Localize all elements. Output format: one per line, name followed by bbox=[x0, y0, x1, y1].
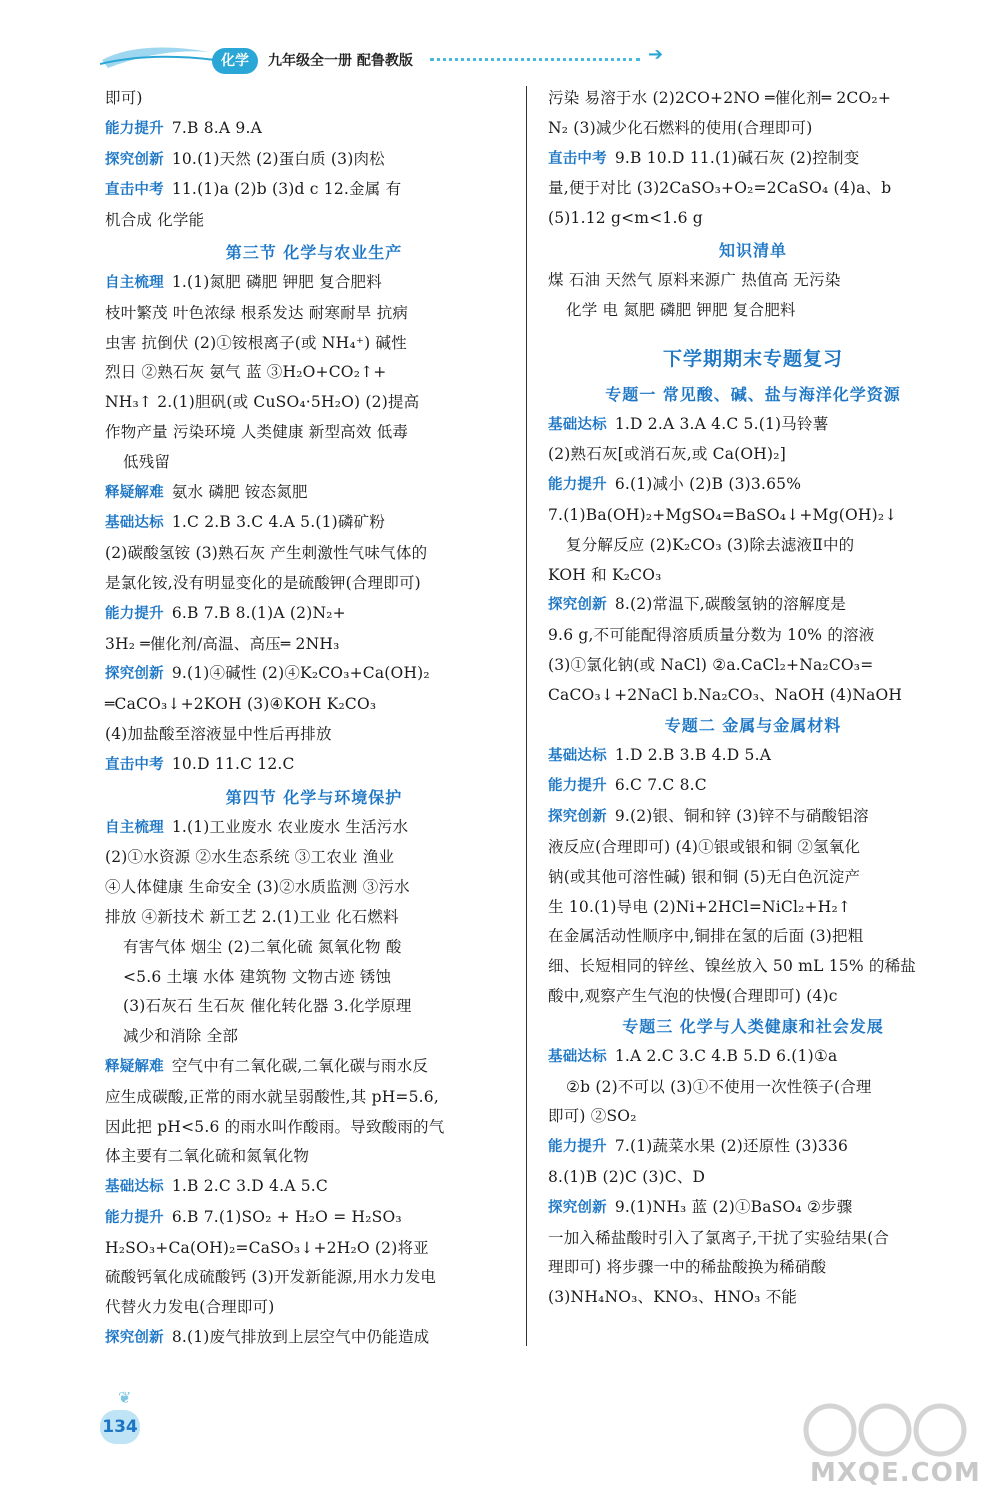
answer-text: 作物产量 污染环境 人类健康 新型高效 低毒 bbox=[105, 422, 409, 441]
answer-text: 8.(1)B (2)C (3)C、D bbox=[548, 1167, 706, 1186]
section-label: 释疑解难 bbox=[105, 1058, 164, 1075]
answer-text: 一加入稀盐酸时引入了氯离子,干扰了实验结果(合 bbox=[548, 1228, 890, 1247]
topic2-answers bbox=[548, 741, 958, 1012]
answer-text: 10.D 11.C 12.C bbox=[171, 754, 295, 773]
section-label: 基础达标 bbox=[548, 1048, 607, 1065]
answer-line bbox=[105, 630, 523, 660]
answer-text: 化学 电 氮肥 磷肥 钾肥 复合肥料 bbox=[566, 300, 796, 319]
answer-line bbox=[105, 508, 523, 539]
answer-text: 低残留 bbox=[123, 452, 171, 471]
leaf-icon: ❦ bbox=[118, 1388, 132, 1407]
answer-text: 烈日 ②熟石灰 氨气 蓝 ③H₂O+CO₂↑+ bbox=[105, 363, 387, 382]
section-agriculture-answers bbox=[105, 268, 523, 781]
answer-line bbox=[105, 963, 523, 993]
answer-line bbox=[548, 1283, 958, 1313]
section-label: 能力提升 bbox=[548, 1139, 607, 1156]
right-column bbox=[548, 84, 958, 1313]
answer-text: 理即可) 将步骤一中的稀盐酸换为稀硝酸 bbox=[548, 1258, 827, 1277]
answer-text: 10.(1)天然 (2)蛋白质 (3)肉松 bbox=[171, 149, 385, 168]
answer-text: (3)石灰石 生石灰 催化转化器 3.化学原理 bbox=[123, 997, 412, 1016]
answer-line bbox=[548, 952, 958, 982]
book-title: 九年级全一册 配鲁教版 bbox=[268, 53, 413, 69]
answer-line bbox=[105, 1323, 523, 1354]
answer-line bbox=[105, 1203, 523, 1234]
answer-line bbox=[105, 448, 523, 478]
section-label: 释疑解难 bbox=[105, 484, 164, 501]
left-top-block bbox=[105, 84, 523, 236]
answer-text: 机合成 化学能 bbox=[105, 211, 205, 230]
section-label: 探究创新 bbox=[105, 151, 164, 168]
answer-text: 3H₂ ═催化剂/高温、高压═ 2NH₃ bbox=[105, 634, 340, 653]
answer-line bbox=[105, 750, 523, 781]
answer-line bbox=[548, 174, 958, 204]
subject-badge: 化学 bbox=[212, 48, 258, 74]
answer-text: 6.C 7.C 8.C bbox=[614, 776, 707, 795]
answer-line bbox=[548, 204, 958, 234]
answer-text: 1.D 2.A 3.A 4.C 5.(1)马铃薯 bbox=[614, 414, 829, 433]
answer-line bbox=[105, 268, 523, 299]
answer-text: CaCO₃↓+2NaCl b.Na₂CO₃、NaOH (4)NaOH bbox=[548, 685, 903, 704]
answer-text: 减少和消除 全部 bbox=[123, 1027, 239, 1046]
answer-text: 6.B 7.B 8.(1)A (2)N₂+ bbox=[171, 603, 346, 622]
answer-text: 体主要有二氧化硫和氮氧化物 bbox=[105, 1147, 310, 1166]
answer-line bbox=[548, 501, 958, 531]
answer-line bbox=[105, 1113, 523, 1143]
section-label: 基础达标 bbox=[105, 515, 164, 532]
answer-line bbox=[548, 771, 958, 802]
answer-text: 煤 石油 天然气 原料来源广 热值高 无污染 bbox=[548, 270, 841, 289]
answer-text: 9.6 g,不可能配得溶质质量分数为 10% 的溶液 bbox=[548, 626, 875, 645]
answer-text: 即可) ②SO₂ bbox=[548, 1107, 637, 1126]
topic3-title: 专题三 化学与人类健康和社会发展 bbox=[622, 1016, 884, 1036]
answer-line bbox=[105, 358, 523, 388]
answer-line bbox=[548, 741, 958, 772]
arrow-right-icon: ➔ bbox=[648, 44, 664, 65]
section-label: 探究创新 bbox=[548, 809, 607, 826]
answer-line bbox=[105, 933, 523, 963]
answer-text: 量,便于对比 (3)2CaSO₃+O₂=2CaSO₄ (4)a、b bbox=[548, 179, 892, 198]
section-label: 直击中考 bbox=[105, 756, 164, 773]
section-label: 直击中考 bbox=[105, 182, 164, 199]
answer-line bbox=[548, 1253, 958, 1283]
answer-text: 是氯化铵,没有明显变化的是硫酸钾(合理即可) bbox=[105, 573, 421, 592]
knowledge-list bbox=[548, 266, 958, 326]
answer-line bbox=[105, 539, 523, 569]
answer-text: 8.(2)常温下,碳酸氢钠的溶解度是 bbox=[614, 595, 847, 614]
left-column bbox=[105, 84, 523, 1354]
section-label: 能力提升 bbox=[548, 477, 607, 494]
section-label: 直击中考 bbox=[548, 150, 607, 167]
answer-line bbox=[105, 1263, 523, 1293]
answer-line bbox=[548, 982, 958, 1012]
answer-text: 9.(2)银、铜和锌 (3)锌不与硝酸铝溶 bbox=[614, 807, 869, 826]
answer-text: 液反应(合理即可) (4)①银或银和铜 ②氢氧化 bbox=[548, 837, 861, 856]
answer-text: ④人体健康 生命安全 (3)②水质监测 ③污水 bbox=[105, 878, 410, 897]
answer-line bbox=[548, 561, 958, 591]
answer-line bbox=[105, 599, 523, 630]
answer-line bbox=[548, 863, 958, 893]
section-label: 基础达标 bbox=[548, 747, 607, 764]
answer-text: 9.(1)④碱性 (2)④K₂CO₃+Ca(OH)₂ bbox=[171, 664, 430, 683]
section-label: 探究创新 bbox=[548, 597, 607, 614]
answer-text: (2)熟石灰[或消石灰,或 Ca(OH)₂] bbox=[548, 445, 786, 464]
page-header bbox=[100, 38, 980, 78]
answer-text: 因此把 pH<5.6 的雨水叫作酸雨。导致酸雨的气 bbox=[105, 1117, 445, 1136]
answer-line bbox=[105, 569, 523, 599]
answer-text: 9.B 10.D 11.(1)碱石灰 (2)控制变 bbox=[614, 148, 860, 167]
answer-text: 1.B 2.C 3.D 4.A 5.C bbox=[171, 1177, 328, 1196]
answer-text: 代替火力发电(合理即可) bbox=[105, 1298, 275, 1317]
answer-text: 钠(或其他可溶性碱) 银和铜 (5)无白色沉淀产 bbox=[548, 867, 861, 886]
answer-line bbox=[548, 802, 958, 833]
column-divider bbox=[526, 86, 527, 1346]
final-review-title: 下学期期末专题复习 bbox=[662, 347, 843, 370]
answer-line bbox=[548, 1163, 958, 1193]
answer-text: (3)①氯化钠(或 NaCl) ②a.CaCl₂+Na₂CO₃= bbox=[548, 655, 874, 674]
header-dotted-line bbox=[430, 58, 640, 61]
section-label: 基础达标 bbox=[548, 416, 607, 433]
answer-line bbox=[105, 206, 523, 236]
answer-text: 1.A 2.C 3.C 4.B 5.D 6.(1)①a bbox=[614, 1046, 838, 1065]
answer-line bbox=[548, 1073, 958, 1103]
answer-line bbox=[548, 893, 958, 923]
answer-line bbox=[548, 296, 958, 326]
answer-text: 6.(1)减小 (2)B (3)3.65% bbox=[614, 475, 802, 494]
answer-line bbox=[548, 84, 958, 114]
answer-line bbox=[105, 388, 523, 418]
answer-line bbox=[105, 843, 523, 873]
section-label: 能力提升 bbox=[105, 605, 164, 622]
answer-line bbox=[105, 84, 523, 114]
answer-line bbox=[105, 329, 523, 359]
header-swoosh-decoration bbox=[100, 38, 220, 78]
section-label: 探究创新 bbox=[105, 1330, 164, 1347]
answer-text: 1.D 2.B 3.B 4.D 5.A bbox=[614, 745, 772, 764]
answer-line bbox=[105, 1172, 523, 1203]
answer-text: KOH 和 K₂CO₃ bbox=[548, 565, 662, 584]
answer-text: 8.(1)废气排放到上层空气中仍能造成 bbox=[171, 1328, 430, 1347]
answer-text: 酸中,观察产生气泡的快慢(合理即可) (4)c bbox=[548, 986, 838, 1005]
topic2-title: 专题二 金属与金属材料 bbox=[664, 715, 842, 735]
section-label: 探究创新 bbox=[105, 666, 164, 683]
watermark-text: MXQE.COM bbox=[810, 1458, 981, 1488]
answer-text: 细、长短相同的锌丝、镍丝放入 50 mL 15% 的稀盐 bbox=[548, 957, 916, 976]
section-label: 能力提升 bbox=[105, 1209, 164, 1226]
answer-text: 硫酸钙氧化成硫酸钙 (3)开发新能源,用水力发电 bbox=[105, 1268, 437, 1287]
answer-text: 污染 易溶于水 (2)2CO+2NO ═催化剂═ 2CO₂+ bbox=[548, 89, 892, 107]
answer-line bbox=[105, 1052, 523, 1083]
answer-text: 在金属活动性顺序中,铜排在氢的后面 (3)把粗 bbox=[548, 927, 864, 946]
answer-text: 氨水 磷肥 铵态氮肥 bbox=[171, 482, 308, 501]
answer-line bbox=[548, 440, 958, 470]
answer-line bbox=[105, 114, 523, 145]
answer-text: 6.B 7.(1)SO₂ + H₂O = H₂SO₃ bbox=[171, 1207, 402, 1226]
answer-line bbox=[548, 1224, 958, 1254]
answer-line bbox=[105, 1142, 523, 1172]
page-number: 134 bbox=[100, 1410, 140, 1444]
answer-line bbox=[548, 1102, 958, 1132]
answer-text: H₂SO₃+Ca(OH)₂=CaSO₃↓+2H₂O (2)将亚 bbox=[105, 1238, 429, 1257]
answer-line bbox=[548, 1132, 958, 1163]
answer-line bbox=[548, 531, 958, 561]
answer-text: 枝叶繁茂 叶色浓绿 根系发达 耐寒耐旱 抗病 bbox=[105, 303, 409, 322]
section-environment-answers bbox=[105, 813, 523, 1354]
answer-line bbox=[548, 651, 958, 681]
topic1-title: 专题一 常见酸、碱、盐与海洋化学资源 bbox=[605, 384, 901, 404]
answer-line bbox=[105, 659, 523, 690]
answer-line bbox=[105, 478, 523, 509]
section-label: 探究创新 bbox=[548, 1199, 607, 1216]
answer-text: 复分解反应 (2)K₂CO₃ (3)除去滤液Ⅱ中的 bbox=[566, 535, 855, 554]
knowledge-list-title: 知识清单 bbox=[718, 240, 787, 260]
answer-line bbox=[548, 266, 958, 296]
section-label: 自主梳理 bbox=[105, 819, 164, 836]
answer-text: (2)①水资源 ②水生态系统 ③工农业 渔业 bbox=[105, 848, 395, 867]
answer-text: 1.C 2.B 3.C 4.A 5.(1)磷矿粉 bbox=[171, 513, 386, 532]
answer-line bbox=[105, 299, 523, 329]
answer-line bbox=[548, 681, 958, 711]
answer-text: 应生成碳酸,正常的雨水就呈弱酸性,其 pH=5.6, bbox=[105, 1087, 439, 1106]
answer-line bbox=[105, 175, 523, 206]
answer-line bbox=[105, 903, 523, 933]
answer-line bbox=[105, 1083, 523, 1113]
answer-text: 7.(1)Ba(OH)₂+MgSO₄=BaSO₄↓+Mg(OH)₂↓ bbox=[548, 505, 898, 524]
answer-line bbox=[548, 922, 958, 952]
topic1-answers bbox=[548, 410, 958, 711]
section-title-environment: 第四节 化学与环境保护 bbox=[225, 787, 403, 807]
topic3-answers bbox=[548, 1042, 958, 1313]
answer-line bbox=[548, 1193, 958, 1224]
section-label: 能力提升 bbox=[105, 120, 164, 137]
answer-text: 11.(1)a (2)b (3)d c 12.金属 有 bbox=[171, 180, 402, 199]
answer-text: 有害气体 烟尘 (2)二氧化硫 氮氧化物 酸 bbox=[123, 937, 402, 956]
section-title-agriculture: 第三节 化学与农业生产 bbox=[225, 242, 403, 262]
answer-line bbox=[548, 114, 958, 144]
answer-line bbox=[105, 813, 523, 844]
answer-text: 空气中有二氧化碳,二氧化碳与雨水反 bbox=[171, 1056, 429, 1075]
answer-text: ═CaCO₃↓+2KOH (3)④KOH K₂CO₃ bbox=[105, 695, 377, 714]
answer-line bbox=[105, 992, 523, 1022]
section-label: 能力提升 bbox=[548, 778, 607, 795]
answer-text: 即可) bbox=[105, 89, 143, 107]
answer-line bbox=[548, 410, 958, 441]
answer-text: (2)碳酸氢铵 (3)熟石灰 产生刺激性气味气体的 bbox=[105, 544, 428, 563]
answer-line bbox=[105, 873, 523, 903]
answer-text: N₂ (3)减少化石燃料的使用(合理即可) bbox=[548, 118, 813, 137]
answer-text: 生 10.(1)导电 (2)Ni+2HCl=NiCl₂+H₂↑ bbox=[548, 897, 852, 916]
answer-text: 1.(1)氮肥 磷肥 钾肥 复合肥料 bbox=[171, 272, 382, 291]
answer-line bbox=[105, 418, 523, 448]
answer-line bbox=[548, 144, 958, 175]
answer-text: 9.(1)NH₃ 蓝 (2)①BaSO₄ ②步骤 bbox=[614, 1197, 853, 1216]
answer-text: 7.B 8.A 9.A bbox=[171, 118, 263, 137]
right-top-block bbox=[548, 84, 958, 234]
section-label: 自主梳理 bbox=[105, 274, 164, 291]
answer-text: (4)加盐酸至溶液显中性后再排放 bbox=[105, 724, 332, 743]
answer-line bbox=[548, 1042, 958, 1073]
answer-line bbox=[105, 1234, 523, 1264]
answer-text: 排放 ④新技术 新工艺 2.(1)工业 化石燃料 bbox=[105, 907, 399, 926]
answer-text: ②b (2)不可以 (3)①不使用一次性筷子(合理 bbox=[566, 1077, 872, 1096]
answer-text: 虫害 抗倒伏 (2)①铵根离子(或 NH₄⁺) 碱性 bbox=[105, 333, 407, 352]
answer-line bbox=[548, 621, 958, 651]
answer-line bbox=[105, 1022, 523, 1052]
answer-line bbox=[105, 690, 523, 720]
answer-line bbox=[105, 720, 523, 750]
answer-text: 7.(1)蔬菜水果 (2)还原性 (3)336 bbox=[614, 1137, 849, 1156]
answer-text: <5.6 土壤 水体 建筑物 文物古迹 锈蚀 bbox=[123, 967, 392, 986]
answer-text: (5)1.12 g<m<1.6 g bbox=[548, 209, 703, 228]
answer-text: NH₃↑ 2.(1)胆矾(或 CuSO₄·5H₂O) (2)提高 bbox=[105, 393, 420, 412]
answer-line bbox=[548, 470, 958, 501]
section-label: 基础达标 bbox=[105, 1179, 164, 1196]
answer-line bbox=[105, 1293, 523, 1323]
answer-text: (3)NH₄NO₃、KNO₃、HNO₃ 不能 bbox=[548, 1288, 798, 1307]
answer-line bbox=[548, 590, 958, 621]
answer-text: 1.(1)工业废水 农业废水 生活污水 bbox=[171, 817, 409, 836]
answer-line bbox=[548, 833, 958, 863]
answer-line bbox=[105, 145, 523, 176]
